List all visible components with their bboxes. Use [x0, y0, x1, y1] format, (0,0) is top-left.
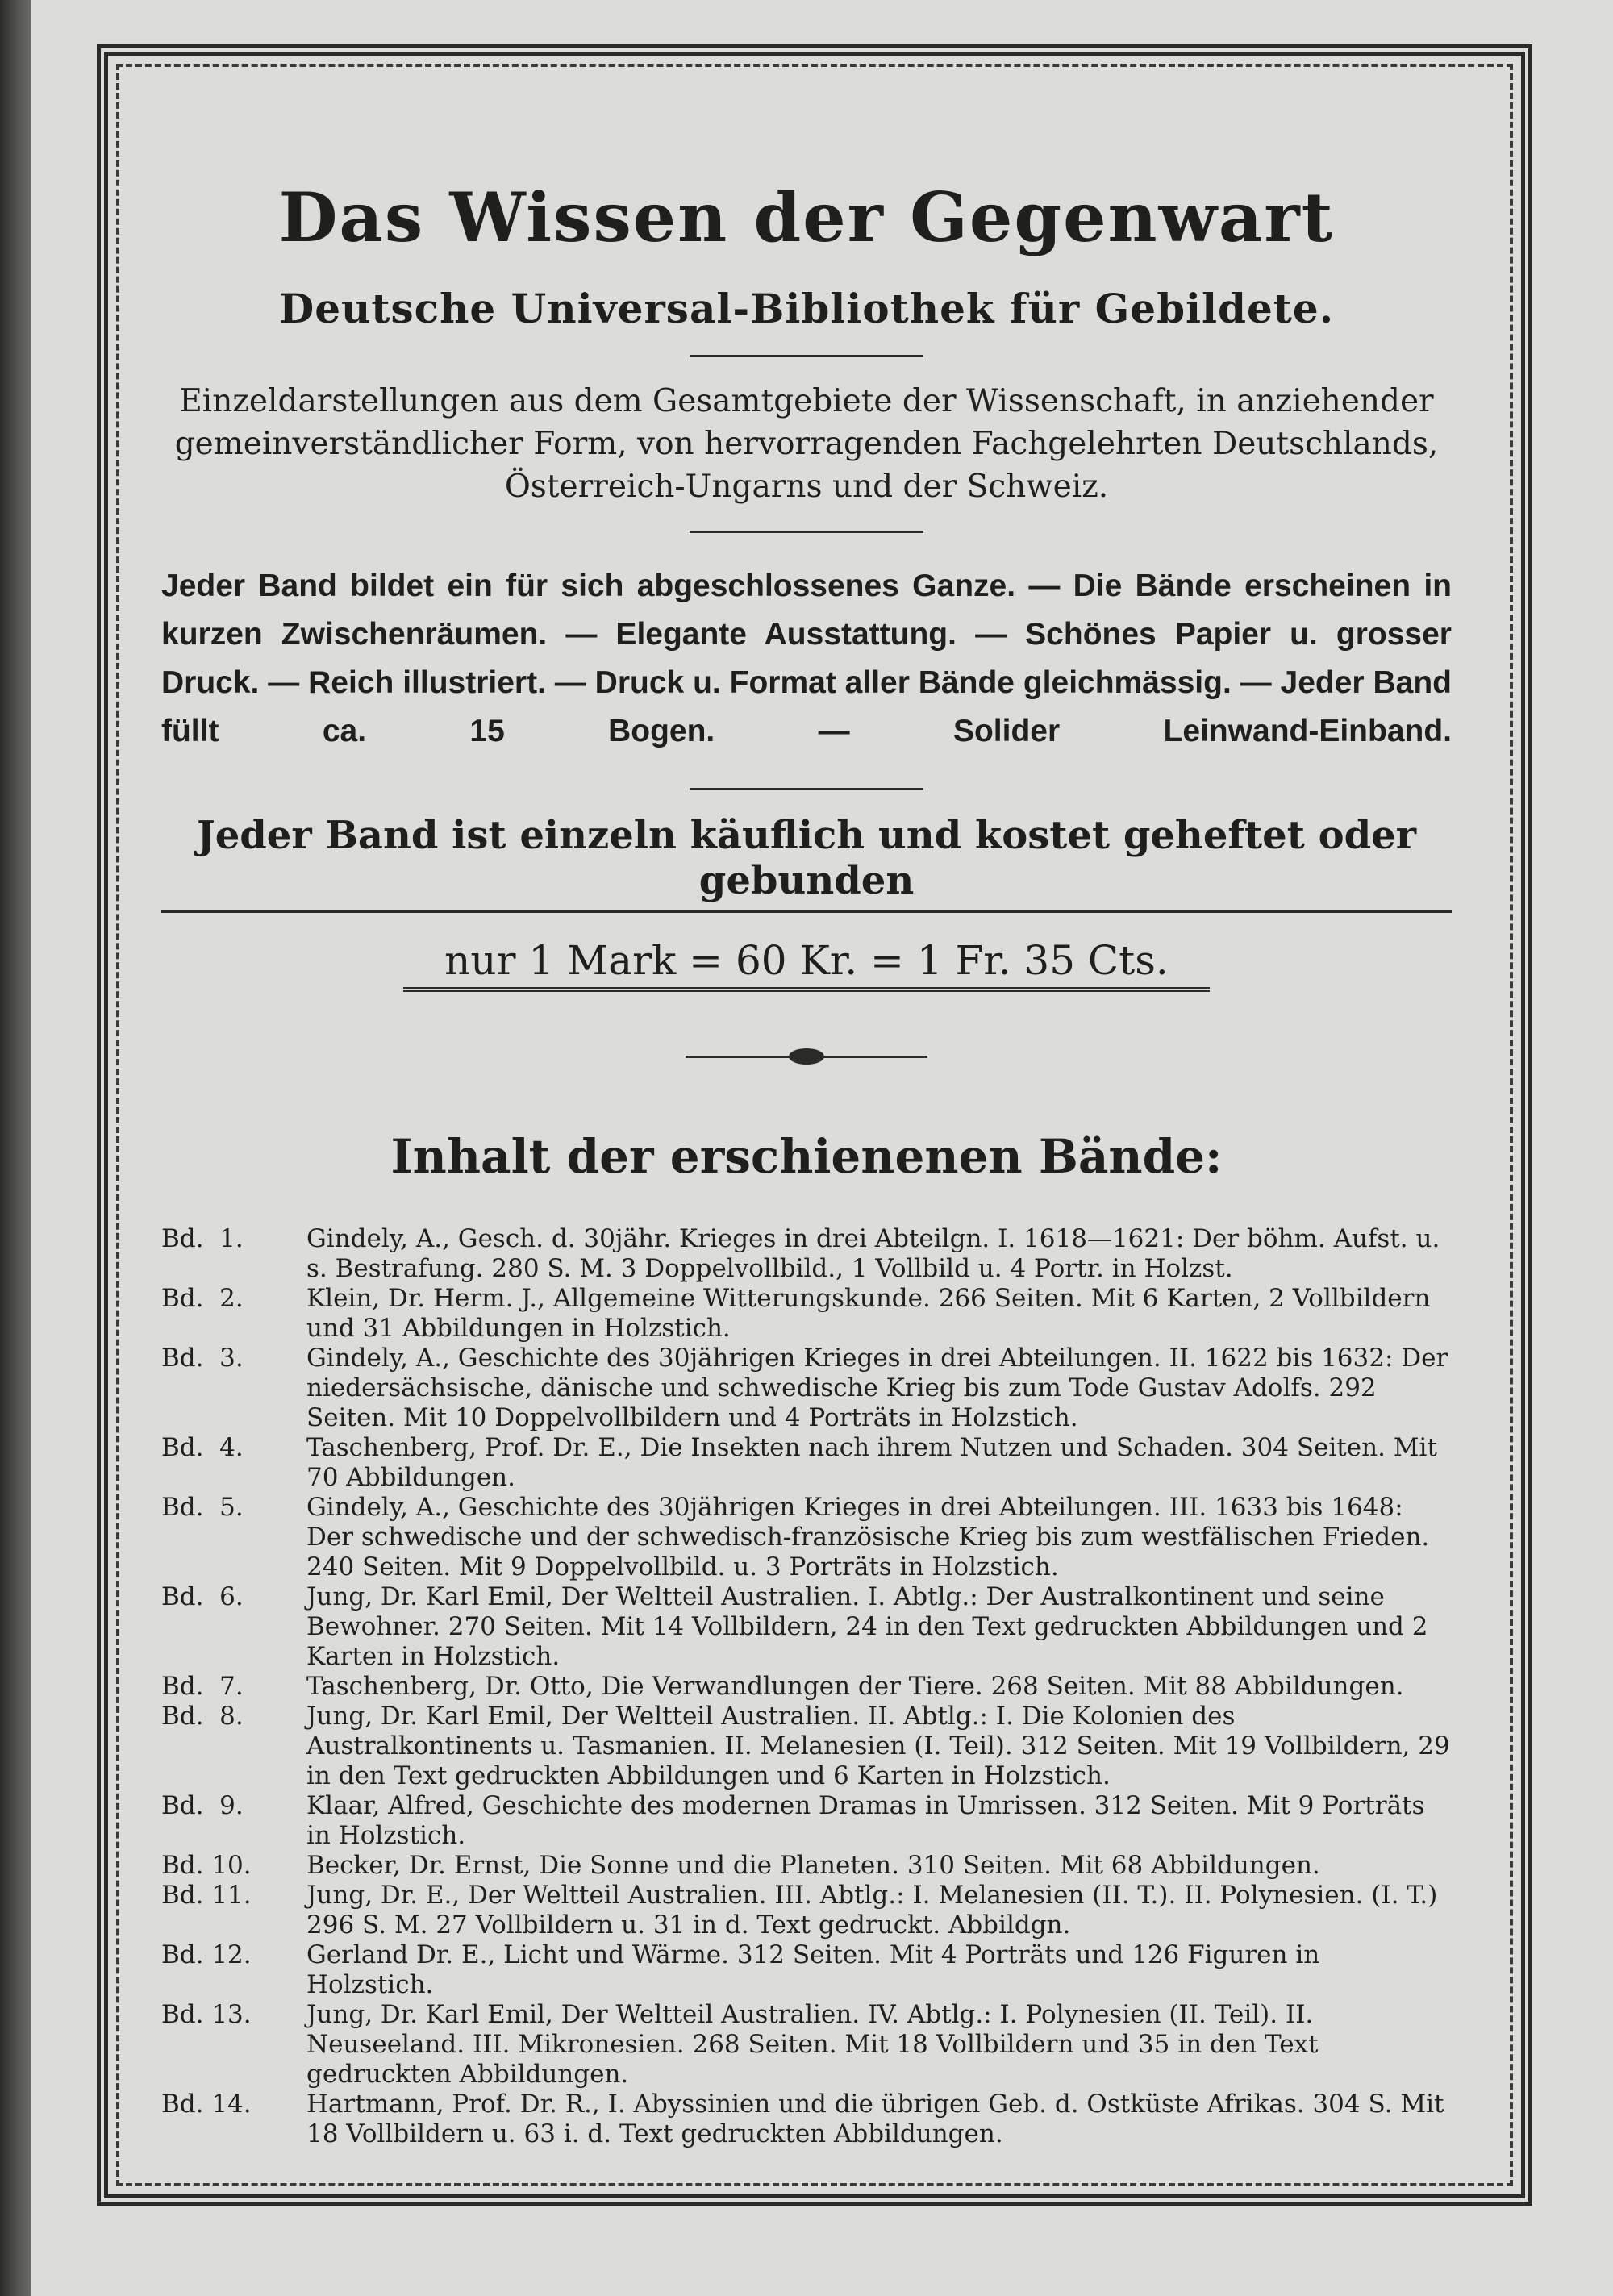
volume-number: Bd. 10. [161, 1851, 252, 1880]
volume-number: Bd. 13. [161, 2000, 252, 2029]
list-item [161, 1284, 1452, 1344]
volume-entry: Becker, Dr. Ernst, Die Sonne und die Planeten. 310 Seiten. Mit 68 Abbildungen. [306, 1851, 1320, 1880]
volume-entry: Gindely, A., Gesch. d. 30jähr. Krieges in drei Abteilgn. I. 1618—1621: Der böhm. Aufst. u. s. Bestrafung. 280 S. M. 3 Doppelvollbild., 1 Vollbild u. 4 Portr. in Holzst. [306, 1224, 1440, 1283]
volume-list [161, 1224, 1452, 2149]
volume-entry: Klaar, Alfred, Geschichte des modernen Dramas in Umrissen. 312 Seiten. Mit 9 Porträts in Holzstich. [306, 1791, 1425, 1850]
series-features: Jeder Band bildet ein für sich abgeschlossenes Ganze. — Die Bände erscheinen in kurzen Zwischenräumen. — Elegante Ausstattung. — Schönes Papier u. grosser Druck. — Reich illustriert. — Druck u. Format aller Bände gleichmässig. — Jeder Band füllt ca. 15 Bogen. — Solider Leinwand-Einband. [161, 569, 1452, 748]
volume-number: Bd. 3. [161, 1344, 244, 1373]
ornament-dot [789, 1048, 824, 1065]
volume-entry: Jung, Dr. Karl Emil, Der Weltteil Australien. II. Abtlg.: I. Die Kolonien des Australkontinents u. Tasmanien. II. Melanesien (I. Teil). 312 Seiten. Mit 19 Vollbildern, 29 in den Text gedruckten Abbildungen und 6 Karten in Holzstich. [306, 1702, 1450, 1790]
list-item [161, 1433, 1452, 1493]
divider [690, 355, 923, 357]
series-description: Einzeldarstellungen aus dem Gesamtgebiete der Wissenschaft, in anziehender gemeinverständlicher Form, von hervorragenden Fachgelehrten Deutschlands, Österreich-Ungarns und der Schweiz. [174, 383, 1439, 505]
list-item [161, 1851, 1452, 1881]
volume-entry: Gerland Dr. E., Licht und Wärme. 312 Seiten. Mit 4 Porträts und 126 Figuren in Holzstich. [306, 1940, 1320, 1999]
volume-entry: Jung, Dr. E., Der Weltteil Australien. III. Abtlg.: I. Melanesien (II. T.). II. Polynesien. (I. T.) 296 S. M. 27 Vollbildern u. 31 in d. Text gedruckt. Abbildgn. [306, 1881, 1438, 1940]
list-item [161, 1224, 1452, 1284]
divider [690, 531, 923, 533]
ornament-divider [686, 1048, 927, 1065]
list-item [161, 2090, 1452, 2149]
list-item [161, 1940, 1452, 2000]
volume-entry: Jung, Dr. Karl Emil, Der Weltteil Australien. IV. Abtlg.: I. Polynesien (II. Teil). II. Neuseeland. III. Mikronesien. 268 Seiten. Mit 18 Vollbildern und 35 in den Text gedruckten Abbildungen. [306, 2000, 1319, 2089]
page-subtitle: Deutsche Universal-Bibliothek für Gebildete. [278, 285, 1335, 332]
volume-entry: Taschenberg, Dr. Otto, Die Verwandlungen der Tiere. 268 Seiten. Mit 88 Abbildungen. [306, 1672, 1404, 1701]
divider [690, 788, 923, 790]
volume-entry: Klein, Dr. Herm. J., Allgemeine Witterungskunde. 266 Seiten. Mit 6 Karten, 2 Vollbildern und 31 Abbildungen in Holzstich. [306, 1284, 1431, 1343]
volume-number: Bd. 4. [161, 1433, 244, 1462]
volume-number: Bd. 9. [161, 1791, 244, 1820]
book-spine [0, 0, 31, 2296]
price-heading: Jeder Band ist einzeln käuflich und kostet geheftet oder gebunden [161, 813, 1452, 913]
list-item [161, 1344, 1452, 1433]
volume-entry: Taschenberg, Prof. Dr. E., Die Insekten nach ihrem Nutzen und Schaden. 304 Seiten. Mit 70 Abbildungen. [306, 1433, 1437, 1492]
list-item [161, 1493, 1452, 1582]
volume-number: Bd. 12. [161, 1940, 252, 1969]
volume-number: Bd. 2. [161, 1284, 244, 1313]
page-title: Das Wissen der Gegenwart [278, 177, 1335, 257]
volume-number: Bd. 1. [161, 1224, 244, 1253]
list-item [161, 1881, 1452, 1940]
list-item [161, 1582, 1452, 1672]
volume-entry: Hartmann, Prof. Dr. R., I. Abyssinien und die übrigen Geb. d. Ostküste Afrikas. 304 S. Mit 18 Vollbildern u. 63 i. d. Text gedruckten Abbildungen. [306, 2090, 1444, 2148]
volume-entry: Jung, Dr. Karl Emil, Der Weltteil Australien. I. Abtlg.: Der Australkontinent und seine Bewohner. 270 Seiten. Mit 14 Vollbildern, 24 in den Text gedruckten Abbildungen und 2 Karten in Holzstich. [306, 1582, 1428, 1671]
volume-number: Bd. 11. [161, 1881, 252, 1910]
page-content [161, 177, 1452, 2149]
volume-number: Bd. 8. [161, 1702, 244, 1731]
volume-number: Bd. 6. [161, 1582, 244, 1611]
list-item [161, 1702, 1452, 1791]
volume-entry: Gindely, A., Geschichte des 30jährigen Krieges in drei Abteilungen. III. 1633 bis 1648: Der schwedische und der schwedisch-französische Krieg bis zum westfälischen Frieden. 240 Seiten. Mit 9 Doppelvollbild. u. 3 Porträts in Holzstich. [306, 1493, 1430, 1581]
volume-number: Bd. 7. [161, 1672, 244, 1701]
volume-number: Bd. 5. [161, 1493, 244, 1522]
volume-number: Bd. 14. [161, 2090, 252, 2119]
price-line: nur 1 Mark = 60 Kr. = 1 Fr. 35 Cts. [403, 937, 1210, 992]
contents-title: Inhalt der erschienenen Bände: [390, 1129, 1223, 1184]
list-item [161, 2000, 1452, 2090]
volume-entry: Gindely, A., Geschichte des 30jährigen Krieges in drei Abteilungen. II. 1622 bis 1632: Der niedersächsische, dänische und schwedische Krieg bis zum Tode Gustav Adolfs. 292 Seiten. Mit 10 Doppelvollbildern und 4 Porträts in Holzstich. [306, 1344, 1448, 1432]
list-item [161, 1791, 1452, 1851]
list-item [161, 1672, 1452, 1702]
